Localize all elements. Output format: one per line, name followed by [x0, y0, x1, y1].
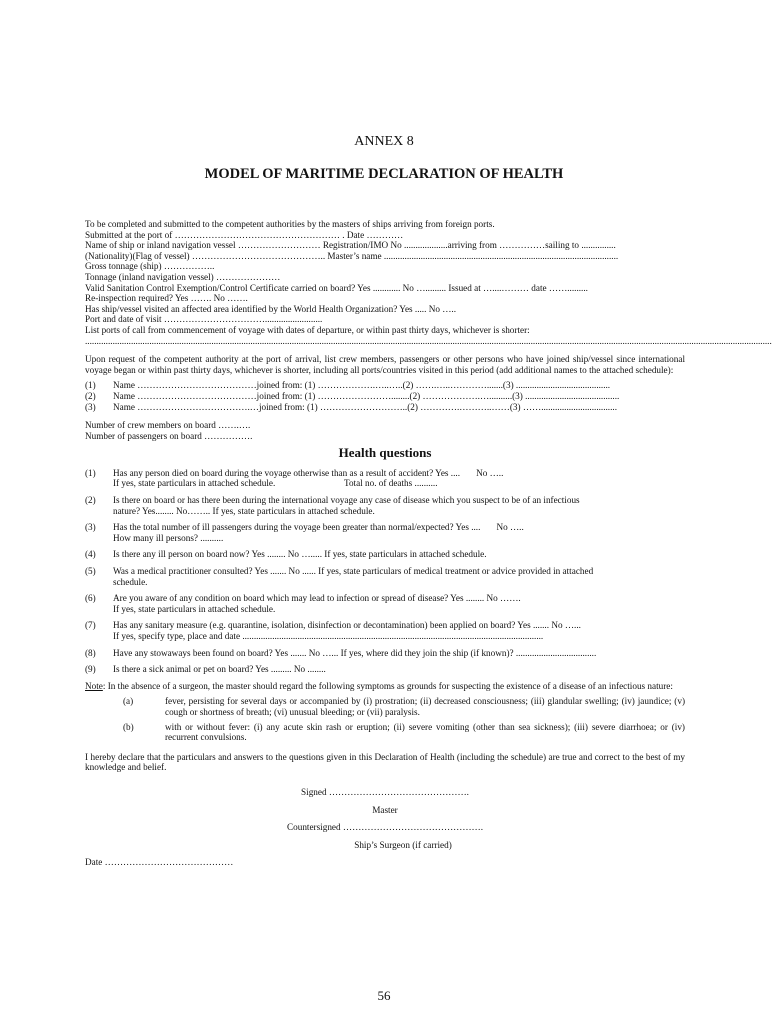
list-item — [85, 391, 685, 402]
name-field: Name …………………………………joined from: (1) ……………….…..…..(2) …….…..………….......(3) ......................................... — [113, 380, 611, 391]
symptom-letter: (b) — [123, 721, 134, 732]
ship-name-field: Name of ship or inland navigation vessel ……………………… Registration/IMO No ...................arriving from ……………sailing to ............... — [85, 240, 616, 251]
symptom-text: with or without fever: (i) any acute skin rash or eruption; (ii) severe vomiting (other than sea sickness); (iii) severe diarrhoea; or (iv) recurrent convulsions. — [165, 721, 685, 743]
name-field: Name ……………………………….…joined from: (1) ………………………..(2) ………….………..……(3) ……................................. — [113, 401, 617, 412]
note-label: Note — [85, 680, 103, 691]
question-detail: If yes, state particulars in attached schedule. — [113, 603, 276, 614]
gross-tonnage-field: Gross tonnage (ship) …………….. — [85, 261, 215, 272]
question-text: Has any person died on board during the voyage otherwise than as a result of accident? Yes .... No ….. — [113, 467, 504, 478]
question-number: (3) — [85, 522, 96, 533]
port-visit-field: Port and date of visit ……………………………......................... — [85, 314, 323, 325]
item-number: (1) — [85, 380, 96, 391]
question-item — [85, 593, 685, 614]
question-item — [85, 549, 685, 560]
question-number: (7) — [85, 620, 96, 631]
symptom-item — [123, 722, 685, 743]
symptom-text: fever, persisting for several days or accompanied by (i) prostration; (ii) decreased consciousness; (iii) glandular swelling; (iv) jaundice; (v) cough or shortness of breath; (vi) unusual bleeding; or (vii) paralysis. — [165, 696, 685, 717]
joined-persons-list — [85, 380, 685, 412]
note-paragraph — [85, 681, 685, 692]
question-number: (6) — [85, 593, 96, 604]
question-text: Was a medical practitioner consulted? Yes ....... No ...... If yes, state particulars of medical treatment or advice provided in attached — [113, 566, 594, 577]
question-number: (5) — [85, 566, 96, 577]
signed-field: Signed ………………………………………. — [301, 786, 469, 797]
date-field: Date …………………………………… — [85, 857, 234, 868]
master-label: Master — [372, 804, 398, 815]
question-text: Is there a sick animal or pet on board? Yes ......... No ........ — [113, 664, 326, 675]
question-detail: If yes, specify type, place and date ................................................................................................................................... — [113, 631, 544, 641]
question-number: (2) — [85, 495, 96, 506]
question-text: Have any stowaways been found on board? Yes ....... No …... If yes, where did they join the ship (if known)? ................................... — [113, 647, 597, 658]
countersigned-field: Countersigned ………………………………………. — [287, 822, 483, 833]
question-item — [85, 648, 685, 659]
ports-of-call-field: ........................................................................................................................................................................................................................................................................................................... — [85, 335, 772, 346]
question-number: (4) — [85, 549, 96, 560]
question-text: Is there any ill person on board now? Yes ........ No …..... If yes, state particulars in attached schedule. — [113, 549, 487, 560]
name-field: Name …………………………………joined from: (1) ……………………........(2) ……………….…..........(3) ......................................... — [113, 390, 620, 401]
question-detail: How many ill persons? .......... — [113, 532, 224, 543]
declaration-paragraph: I hereby declare that the particulars and answers to the questions given in this Declaration of Health (including the schedule) are true and correct to the best of my knowledge and belief. — [85, 751, 685, 773]
port-date-field: Submitted at the port of ……………………………………………… . Date ………… — [85, 229, 404, 240]
intro-line: To be completed and submitted to the competent authorities by the masters of ships arriving from foreign ports. — [85, 219, 495, 229]
note-text: : In the absence of a surgeon, the master should regard the following symptoms as grounds for suspecting the existence of a disease of an infectious nature: — [102, 680, 673, 691]
nationality-field: (Nationality)(Flag of vessel) …………………………………….. Master’s name ...................................................................................................... — [85, 250, 619, 261]
intro-fields — [85, 219, 772, 346]
list-item — [85, 380, 685, 391]
question-text: Is there on board or has there been during the international voyage any case of disease which you suspect to be of an infectious — [113, 495, 580, 506]
question-text: Has any sanitary measure (e.g. quarantine, isolation, disinfection or decontamination) been applied on board? Yes ....... No …... — [113, 620, 581, 631]
symptom-item — [123, 696, 685, 717]
question-item — [85, 495, 685, 516]
passenger-count-field: Number of passengers on board ……………. — [85, 430, 253, 441]
reinspection-field: Re-inspection required? Yes ……. No ……. — [85, 293, 248, 304]
question-item — [85, 522, 685, 543]
question-detail: schedule. — [113, 576, 148, 587]
document-title: MODEL OF MARITIME DECLARATION OF HEALTH — [204, 166, 564, 182]
tonnage-field: Tonnage (inland navigation vessel) ………………… — [85, 271, 281, 282]
page-number: 56 — [377, 988, 391, 1003]
question-item — [85, 664, 685, 675]
form-body — [85, 219, 772, 868]
question-number: (1) — [85, 467, 96, 478]
affected-area-field: Has ship/vessel visited an affected area identified by the World Health Organization? Yes ..... No ….. — [85, 303, 457, 314]
question-text: Are you aware of any condition on board which may lead to infection or spread of disease? Yes ........ No ……. — [113, 593, 521, 604]
list-item — [85, 402, 685, 413]
question-text: Has the total number of ill passengers during the voyage been greater than normal/expected? Yes .... No ….. — [113, 522, 524, 533]
question-item — [85, 620, 685, 641]
ports-of-call-label: List ports of call from commencement of voyage with dates of departure, or within past thirty days, whichever is shorter: — [85, 324, 530, 335]
certificate-field: Valid Sanitation Control Exemption/Control Certificate carried on board? Yes ............ No …......... Issued at …....……… date ……......... — [85, 282, 588, 293]
request-paragraph: Upon request of the competent authority at the port of arrival, list crew members, passengers or other persons who have joined ship/vessel since international voyage began or within past thirty days, whichever is shorter, including all ports/countries visited in this period (add additional names to the attached schedule): — [85, 354, 685, 375]
annex-label: ANNEX 8 — [354, 134, 414, 149]
question-detail: If yes, state particulars in attached schedule. Total no. of deaths .......... — [113, 478, 438, 489]
crew-count-field: Number of crew members on board …….…. — [85, 420, 251, 431]
question-number: (8) — [85, 647, 96, 658]
surgeon-label: Ship’s Surgeon (if carried) — [354, 839, 452, 850]
health-questions-list — [85, 468, 685, 675]
item-number: (2) — [85, 390, 96, 401]
question-item — [85, 566, 685, 587]
item-number: (3) — [85, 401, 96, 412]
health-questions-heading: Health questions — [338, 445, 432, 461]
question-detail: nature? Yes........ No…….. If yes, state particulars in attached schedule. — [113, 505, 375, 516]
question-number: (9) — [85, 664, 96, 675]
symptom-letter: (a) — [123, 696, 134, 707]
question-item — [85, 468, 685, 489]
